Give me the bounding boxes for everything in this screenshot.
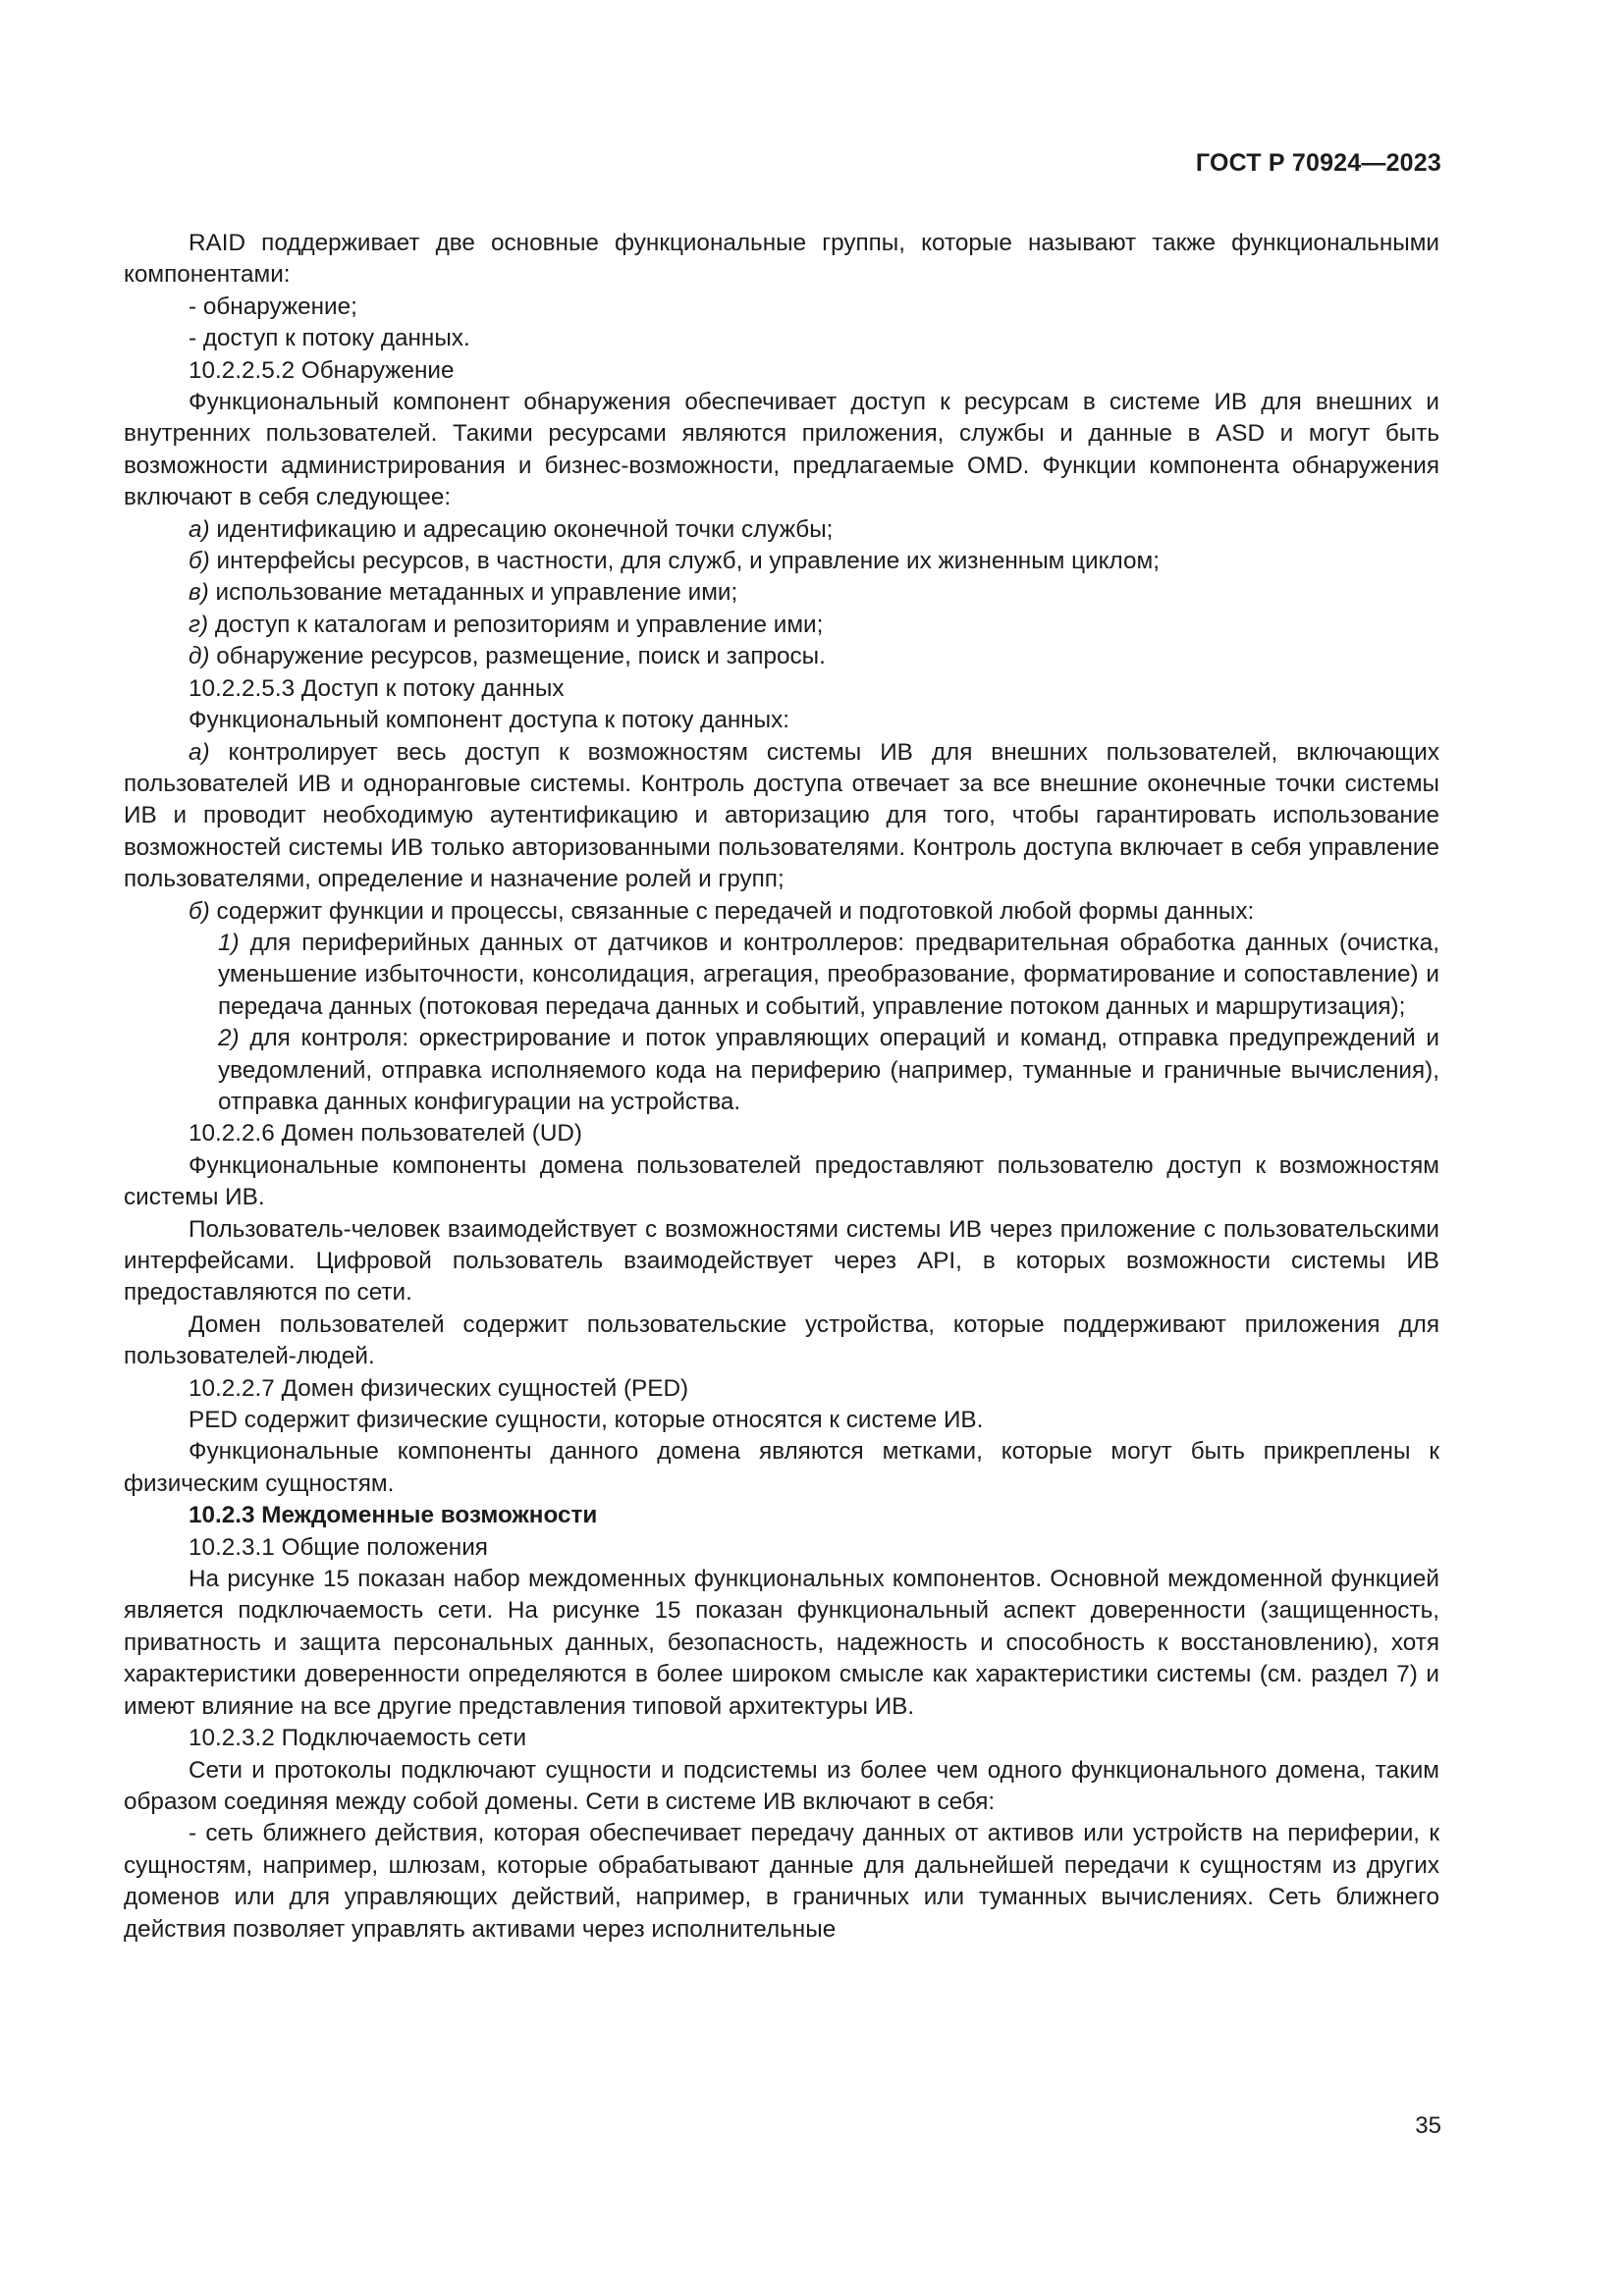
list-item xyxy=(124,737,1439,896)
list-label: б) xyxy=(189,548,210,575)
list-text: обнаружение ресурсов, размещение, поиск и запросы. xyxy=(209,643,826,670)
list-item xyxy=(124,610,1439,641)
list-label: д) xyxy=(189,643,210,670)
list-label: 2) xyxy=(218,1025,240,1052)
list-text: контролирует весь доступ к возможностям системы ИВ для внешних пользователей, включающих пользователей ИВ и одноранговые системы. Контроль доступа отвечает за все внешние оконечные точки системы ИВ и проводит необходимую аутентификацию и авторизацию для того, чтобы гарантировать использование возможностей системы ИВ только авторизованными пользователями. Контроль доступа включает в себя управление пользователями, определение и назначение ролей и групп; xyxy=(124,738,1439,893)
section-heading: 10.2.2.5.2 Обнаружение xyxy=(189,356,455,384)
section-heading: 10.2.2.6 Домен пользователей (UD) xyxy=(189,1120,583,1148)
list-label: г) xyxy=(189,611,209,638)
paragraph: Сети и протоколы подключают сущности и подсистемы из более чем одного функционального домена, таким образом соединяя между собой домены. Сети в системе ИВ включают в себя: xyxy=(124,1756,1439,1815)
section-heading: 10.2.3.2 Подключаемость сети xyxy=(189,1725,527,1752)
paragraph: На рисунке 15 показан набор междоменных функциональных компонентов. Основной междоменной функцией является подключаемость сети. На рисунке 15 показан функциональный аспект доверенности (защищенность, приватность и защита персональных данных, безопасность, надежность и способность к восстановлению), хотя характеристики доверенности определяются в более широком смысле как характеристики системы (см. раздел 7) и имеют влияние на все другие представления типовой архитектуры ИВ. xyxy=(124,1566,1439,1720)
list-item xyxy=(124,641,1439,672)
list-text: для периферийных данных от датчиков и контроллеров: предварительная обработка данных (очистка, уменьшение избыточности, консолидация, агрегация, преобразование, форматирование и сопоставление) и передача данных (потоковая передача данных и событий, управление потоком данных и маршрутизация); xyxy=(218,929,1439,1020)
paragraph: Домен пользователей содержит пользовательские устройства, которые поддерживают приложения для пользователей-людей. xyxy=(124,1310,1439,1370)
page-number: 35 xyxy=(1415,2112,1441,2139)
list-text: для контроля: оркестрирование и поток управляющих операций и команд, отправка предупреждений и уведомлений, отправка исполняемого кода на периферию (например, туманные и граничные вычисления), отправка данных конфигурации на устройства. xyxy=(218,1025,1439,1115)
list-label: а) xyxy=(189,515,210,543)
paragraph: Функциональный компонент доступа к потоку данных: xyxy=(189,707,790,734)
list-text: идентификацию и адресацию оконечной точки службы; xyxy=(209,515,834,543)
list-item xyxy=(124,546,1439,577)
list-item: - доступ к потоку данных. xyxy=(189,325,470,352)
paragraph: PED содержит физические сущности, которые относятся к системе ИВ. xyxy=(189,1407,984,1434)
sub-list-item xyxy=(124,928,1439,1023)
document-body xyxy=(124,228,1439,1946)
sub-list-item xyxy=(124,1023,1439,1118)
list-item xyxy=(124,514,1439,546)
list-label: б) xyxy=(189,897,210,925)
list-text: содержит функции и процессы, связанные с передачей и подготовкой любой формы данных: xyxy=(209,897,1255,925)
list-text: использование метаданных и управление ими; xyxy=(208,579,738,607)
list-label: в) xyxy=(189,579,209,607)
list-text: интерфейсы ресурсов, в частности, для служб, и управление их жизненным циклом; xyxy=(209,548,1160,575)
list-label: 1) xyxy=(218,929,240,956)
section-heading: 10.2.3.1 Общие положения xyxy=(189,1533,488,1561)
document-header: ГОСТ Р 70924—2023 xyxy=(1195,149,1441,177)
section-heading: 10.2.2.5.3 Доступ к потоку данных xyxy=(189,674,565,702)
paragraph: Функциональные компоненты данного домена являются метками, которые могут быть прикреплены к физическим сущностям. xyxy=(124,1438,1439,1497)
paragraph: Функциональный компонент обнаружения обеспечивает доступ к ресурсам в системе ИВ для внешних и внутренних пользователей. Такими ресурсами являются приложения, службы и данные в ASD и могут быть возможности администрирования и бизнес-возможности, предлагаемые OMD. Функции компонента обнаружения включают в себя следующее: xyxy=(124,389,1439,511)
list-item: - обнаружение; xyxy=(189,293,357,320)
list-item xyxy=(124,577,1439,609)
paragraph: Пользователь-человек взаимодействует с возможностями системы ИВ через приложение с пользовательскими интерфейсами. Цифровой пользователь взаимодействует через API, в которых возможности системы ИВ предоставляются по сети. xyxy=(124,1215,1439,1307)
paragraph: RAID поддерживает две основные функциональные группы, которые называют также функциональными компонентами: xyxy=(124,230,1439,289)
list-text: доступ к каталогам и репозиториям и управление ими; xyxy=(208,611,824,638)
section-heading: 10.2.2.7 Домен физических сущностей (PED) xyxy=(189,1374,689,1402)
list-item xyxy=(124,896,1439,928)
section-heading-bold: 10.2.3 Междоменные возможности xyxy=(189,1502,598,1529)
list-item: - сеть ближнего действия, которая обеспечивает передачу данных от активов или устройств на периферии, к сущностям, например, шлюзам, которые обрабатывают данные для дальнейшей передачи к сущностям из других доменов или для управляющих действий, например, в граничных или туманных вычислениях. Сеть ближнего действия позволяет управлять активами через исполнительные xyxy=(124,1820,1439,1943)
paragraph: Функциональные компоненты домена пользователей предоставляют пользователю доступ к возможностям системы ИВ. xyxy=(124,1151,1439,1211)
list-label: а) xyxy=(189,738,210,766)
